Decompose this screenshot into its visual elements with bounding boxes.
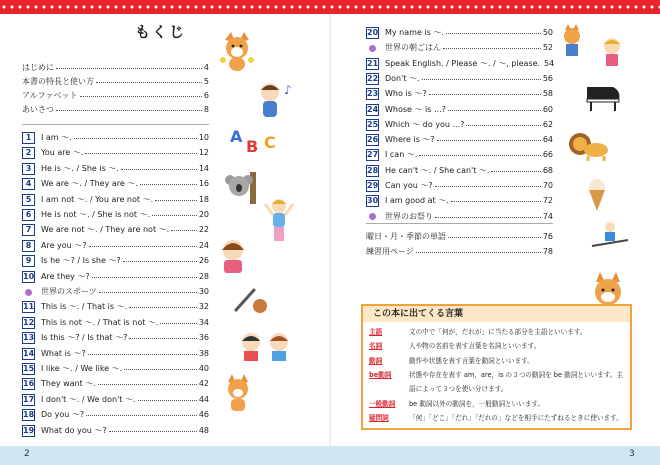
column-bullet-icon [369,213,376,220]
dot-leader [129,300,197,308]
toc-entry-page: 62 [542,119,553,129]
glossary-row [369,413,623,423]
toc-entry-label: What is ～? [41,348,86,358]
dot-leader [89,239,197,247]
singing-girl-icon [254,80,298,120]
dot-leader [443,41,541,49]
dot-leader [92,270,197,278]
toc-entry-page: 44 [198,394,209,404]
dot-leader [435,179,541,187]
dot-leader [80,89,202,97]
lesson-number-badge: 13 [23,333,35,343]
dot-leader [124,362,197,370]
dot-leader [422,72,541,80]
toc-entry-page: 24 [198,240,209,250]
toc-entry-page: 64 [542,135,553,145]
dot-leader [171,223,197,231]
dot-leader [140,177,197,185]
toc-entry-label: 世界のスポーツ [41,287,97,296]
toc-entry-label: 世界の朝ごはん [385,43,441,53]
dot-leader [152,208,197,216]
toc-entry [22,61,209,75]
toc-entry-page: 8 [203,105,209,114]
toc-entry [366,210,553,224]
toc-entry-label: Speak English. / Please ～. / ～, please. [385,58,541,68]
toc-entry-page: 12 [198,148,209,158]
toc-entry [366,26,553,40]
toc-entry-label: Don't ～. [385,73,420,83]
toc-entry [366,41,553,55]
toc-entry-label: He can't ～. / She can't ～. [385,165,490,175]
dot-leader [85,146,196,154]
glossary-definition: 動作や状態を表す言葉を動詞といいます。 [409,356,534,365]
page-spine [329,14,331,465]
toc-entry-page: 76 [542,232,553,241]
lesson-number-badge: 5 [22,194,35,206]
glossary-term: 一般動詞 [369,399,396,408]
lesson-number-badge: 30 [367,196,379,206]
toc-entry-label: They want ～. [41,379,96,389]
toc-entry [22,208,209,222]
toc-entry [22,377,209,391]
toc-entry-page: 18 [198,194,209,204]
lesson-number-badge: 18 [23,410,35,420]
divider [22,124,209,125]
dot-leader [123,254,197,262]
toc-entry-page: 74 [542,211,553,221]
dot-leader [138,393,197,401]
toc-entry-label: アルファベット [22,91,78,100]
glossary-definition: 状態や存在を表す am，are，is の３つの動詞を be 動詞といいます。主 [409,370,623,379]
toc-entry [366,230,553,244]
toc-entry-page: 16 [198,179,209,189]
toc-entry-page: 46 [198,410,209,420]
toc-entry [22,424,209,438]
toc-entry-label: はじめに [22,63,54,72]
toc-entry-label: 曜日・月・季節の単語 [366,232,446,241]
lesson-number-badge: 11 [23,302,35,312]
dot-leader [451,194,541,202]
dot-leader [99,285,197,293]
toc-entry [22,316,209,330]
toc-entry [22,347,209,361]
page-title: もくじ [135,23,187,41]
lesson-number-badge: 4 [22,178,35,190]
dot-leader [160,316,196,324]
lesson-number-badge: 21 [367,58,379,68]
dot-leader [56,103,202,111]
toc-entry-page: 68 [542,165,553,175]
page-number-left: 2 [24,449,30,459]
toc-entry-page: 6 [203,91,209,100]
glossary-row [369,341,540,351]
page-number-right: 3 [629,449,635,459]
lesson-number-badge: 15 [23,364,35,373]
toc-entry-label: You are ～. [41,148,84,158]
toc-entry [22,131,209,145]
toc-entry [22,177,209,191]
toc-entry-page: 14 [198,163,209,173]
lesson-number-badge: 12 [23,317,35,327]
toc-entry-page: 10 [198,133,209,142]
glossary-row [369,384,507,394]
toc-entry-page: 54 [544,58,555,68]
dot-leader [435,210,541,218]
lesson-number-badge: 2 [22,147,35,159]
toc-entry-page: 40 [198,364,209,373]
glossary-box [361,304,632,430]
lesson-number-badge: 22 [367,73,379,83]
koala-icon [222,172,260,204]
glossary-definition: 語によって３つを使い分けます。 [409,385,508,394]
svg-text:♪: ♪ [284,83,292,97]
toc-entry-label: I am good at ～. [385,196,449,206]
toc-entry [366,194,553,208]
toc-entry [22,239,209,253]
toc-entry [22,223,209,237]
toc-entry-label: Are you ～? [41,240,87,250]
dot-leader [416,245,541,253]
toc-entry-label: Whose ～ is ...? [385,104,446,114]
toc-entry [366,179,553,193]
toc-entry [366,57,553,71]
toc-entry-page: 38 [198,348,209,358]
toc-entry [366,72,553,86]
glossary-row [369,356,534,366]
toc-entry [22,362,209,376]
dot-leader [448,230,541,238]
toc-entry-page: 52 [542,43,553,53]
toc-entry [366,148,553,162]
lesson-number-badge: 23 [367,89,379,99]
dot-leader [466,118,540,126]
toc-entry-label: We are not ～. / They are not ～. [41,225,170,235]
lesson-number-badge: 24 [367,104,379,114]
toc-entry [366,164,553,178]
toc-entry [22,193,209,207]
children-talking-icon [239,330,295,362]
dot-leader [448,103,541,111]
lesson-number-badge: 19 [23,425,35,435]
dot-leader [437,133,541,141]
toc-entry-label: I am not ～. / You are not ～. [41,194,154,204]
glossary-title: この本に出てくる言葉 [363,306,630,322]
toc-entry-page: 28 [198,271,209,281]
toc-entry-page: 4 [203,63,209,72]
glossary-definition: 「何」「どこ」「だれ」「だれの」などを相手にたずねるときに使います。 [409,413,623,422]
lesson-number-badge: 7 [22,224,35,236]
toc-entry [22,89,209,103]
lesson-number-badge: 1 [22,132,35,144]
dot-leader [429,87,541,95]
dot-leader [109,424,197,432]
toc-entry [22,285,209,299]
dot-leader [86,408,197,416]
dot-leader [56,61,202,69]
lesson-number-badge: 27 [367,150,379,160]
lesson-number-badge: 3 [22,163,35,175]
lesson-number-badge: 29 [367,181,379,190]
glossary-term: 疑問詞 [369,413,389,422]
letter-a: A [230,127,243,146]
toc-entry [366,103,553,117]
toc-entry-page: 50 [542,28,553,37]
toc-entry-label: We are ～. / They are ～. [41,179,138,189]
glossary-row [369,327,587,337]
divider [366,223,553,224]
toc-entry-page: 26 [198,256,209,266]
toc-entry [366,118,553,132]
dot-leader [419,148,540,156]
lesson-number-badge: 10 [23,271,35,281]
bottom-band [0,446,660,465]
dog-mascot-pointing-icon [222,374,254,412]
dot-leader [98,377,197,385]
dot-leader [121,162,197,170]
dot-leader [446,26,541,34]
dog-mascot-peeking-icon [590,272,626,306]
glossary-row [369,370,623,380]
toc-entry-label: あいさつ [22,105,54,114]
toc-entry [22,162,209,176]
dot-leader [74,131,197,139]
glossary-definition: be 動詞以外の動詞を，一般動詞といいます。 [409,399,545,408]
toc-entry-page: 70 [542,181,553,190]
lion-icon [566,130,610,162]
lesson-number-badge: 8 [22,240,35,252]
toc-entry-page: 66 [542,150,553,160]
toc-entry-label: He is ～. / She is ～. [41,163,119,173]
dot-leader [155,193,197,201]
lesson-number-badge: 14 [23,348,35,358]
toc-entry-label: 練習用ページ [366,247,414,256]
lesson-number-badge: 28 [367,165,379,175]
toc-entry-label: Which ～ do you ...? [385,119,465,129]
toc-entry-label: My name is ～. [385,28,444,37]
dot-leader [491,164,540,172]
toc-entry-label: Can you ～? [385,181,433,190]
toc-entry-page: 20 [198,210,209,219]
toc-entry-label: I don't ～. / We don't ～. [41,394,136,404]
toc-entry-page: 48 [198,425,209,435]
toc-entry [22,300,209,314]
letter-b: B [246,137,259,156]
dot-leader [96,75,202,83]
toc-entry [22,408,209,422]
toc-entry-label: This is not ～. / That is not ～. [41,317,159,327]
glossary-term: be動詞 [369,370,392,379]
dog-mascot-icon [217,30,257,72]
toc-entry-page: 30 [198,287,209,296]
toc-entry-label: This is ～. / That is ～. [41,302,128,312]
girl-waving-icon [262,196,296,242]
column-bullet-icon [25,289,32,296]
toc-entry-label: 世界のお祭り [385,211,433,221]
toc-entry [22,146,209,160]
lesson-number-badge: 6 [22,209,35,221]
toc-entry-page: 78 [542,247,553,256]
toc-entry-page: 36 [198,333,209,343]
abc-letters-icon [228,122,284,158]
toc-entry-page: 56 [542,73,553,83]
column-bullet-icon [369,45,376,52]
toc-entry-label: I like ～. / We like ～. [41,364,123,373]
toc-entry-label: I can ～. [385,150,418,160]
lesson-number-badge: 26 [367,135,379,145]
toc-entry-label: Is he ～? / Is she ～? [41,256,121,266]
toc-entry-label: I am ～. [41,133,72,142]
lesson-number-badge: 20 [367,28,379,37]
glossary-term: 主語 [369,328,383,336]
toc-entry [22,393,209,407]
glossary-term: 動詞 [369,356,383,365]
toc-entry [22,254,209,268]
lesson-number-badge: 9 [22,255,35,267]
banner-dots [0,4,660,10]
bat-and-glove-icon [232,286,270,314]
lesson-number-badge: 25 [367,119,379,129]
toc-entry-page: 42 [198,379,209,389]
glossary-term [369,384,409,394]
toc-entry-page: 5 [203,77,209,86]
glossary-definition: 人や物の名前を表す言葉を名詞といいます。 [409,342,541,351]
toc-entry-label: Do you ～? [41,410,85,420]
top-banner [0,0,660,14]
toc-entry [22,331,209,345]
toc-entry-label: Where is ～? [385,135,435,145]
toc-entry-label: Are they ～? [41,271,90,281]
toc-entry-page: 58 [542,89,553,99]
glossary-row [369,399,544,409]
toc-entry [22,270,209,284]
toc-entry-page: 22 [198,225,209,235]
girl-phone-icon [218,238,248,274]
toc-entry-label: Who is ～? [385,89,427,99]
toc-entry [366,245,553,259]
toc-entry-label: He is not ～. / She is not ～. [41,210,151,219]
toc-entry [366,133,553,147]
glossary-term: 名詞 [369,342,383,351]
piano-icon [583,83,623,113]
lesson-number-badge: 17 [23,394,35,404]
skier-icon [590,220,630,250]
toc-entry [366,87,553,101]
ice-cream-icon [586,178,608,212]
toc-entry-label: Is this ～? / Is that ～? [41,333,128,343]
toc-entry [22,103,209,117]
toc-entry-label: 本書の特長と使い方 [22,77,94,86]
toc-entry-page: 34 [198,317,209,327]
children-running-icon [560,24,630,74]
toc-entry-page: 72 [542,196,553,206]
toc-entry-page: 32 [198,302,209,312]
toc-entry [22,75,209,89]
toc-entry-page: 60 [542,104,553,114]
lesson-number-badge: 16 [23,379,35,389]
dot-leader [129,331,196,339]
toc-entry-label: What do you ～? [41,425,107,435]
letter-c: C [264,133,276,152]
glossary-definition: 文の中で「何が，だれが」に当たる部分を主語といいます。 [409,328,587,336]
dot-leader [88,347,197,355]
